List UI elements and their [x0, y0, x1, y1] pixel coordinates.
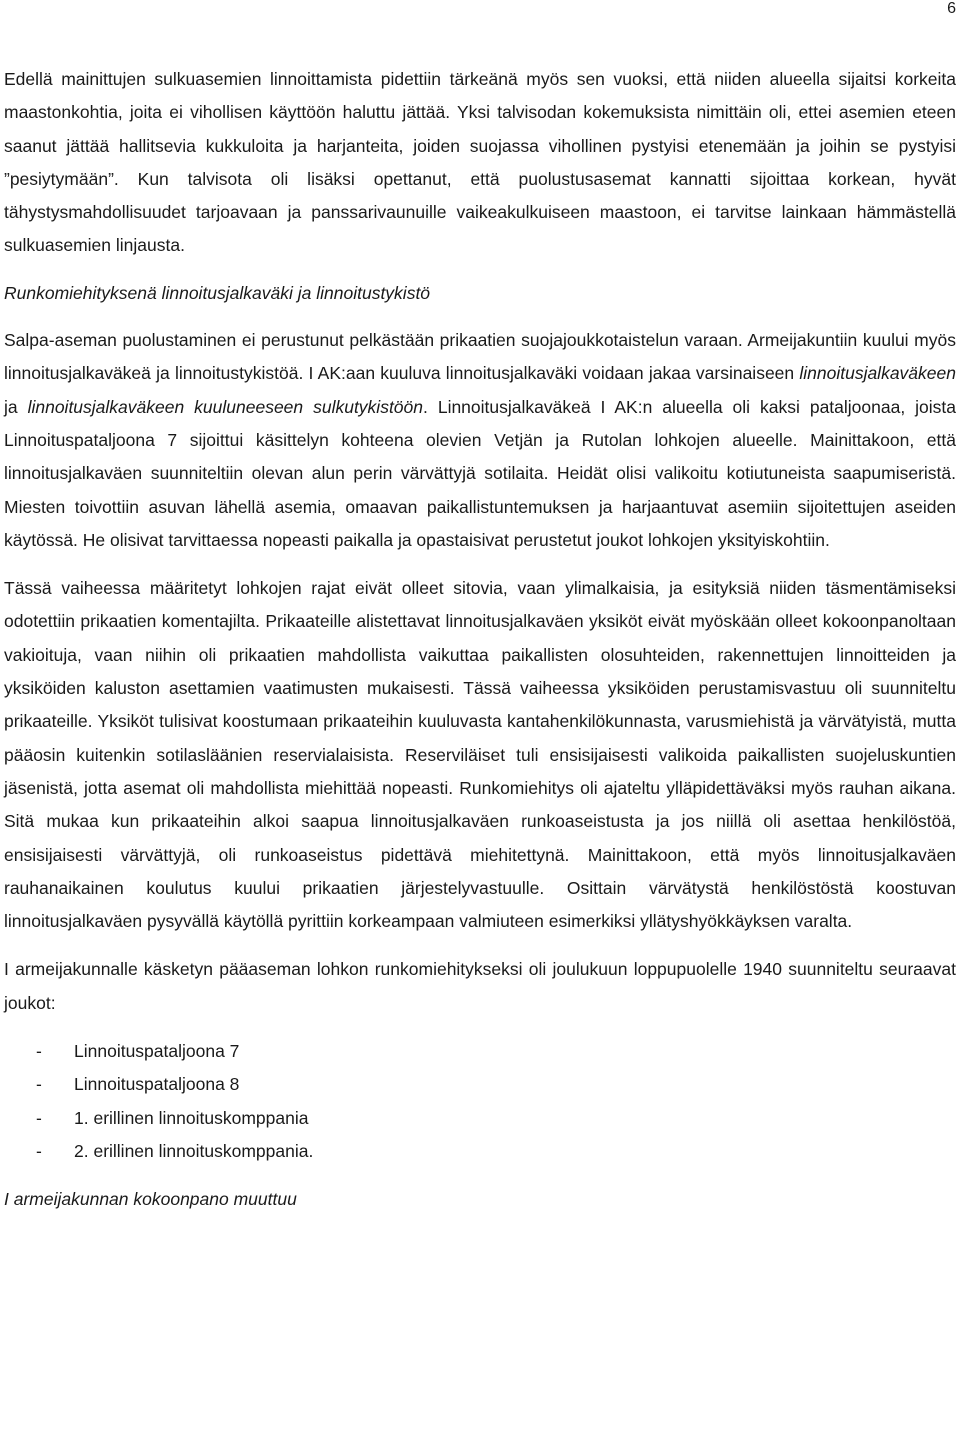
list-item-text: 2. erillinen linnoituskomppania. — [74, 1140, 314, 1161]
list-item — [4, 1102, 956, 1135]
page-number: 6 — [947, 0, 956, 17]
paragraph-1: Edellä mainittujen sulkuasemien linnoittamista pidettiin tärkeänä myös sen vuoksi, että niiden alueella sijaitsi korkeita maastonkohtia, joita ei vihollisen käyttöön haluttu jättää. Yksi talvisodan kokemuksista nimittäin oli, ettei asemien eteen saanut jättää hallitsevia kukkuloita ja harjanteita, joiden suojassa vihollinen pystyisi etenemään ja joihin se pystyisi ”pesiytymään”. Kun talvisota oli lisäksi opettanut, että puolustusasemat kannatti sijoittaa korkean, hyvät tähystysmahdollisuudet tarjoavaan ja panssarivaunuille vaikeakulkuiseen maastoon, ei tarvitse lainkaan hämmästellä sulkuasemien linjausta. — [4, 69, 956, 256]
list-item — [4, 1135, 956, 1168]
paragraph-2-text-a: Salpa-aseman puolustaminen ei perustunut pelkästään prikaatien suojajoukkotaistelun varaan. Armeijakuntiin kuului myös linnoitusjalkaväkeä ja linnoitustykistöä. I AK:aan kuuluva linnoitusjalkaväki voidaan jakaa varsinaiseen — [4, 330, 956, 384]
unit-list — [4, 1035, 956, 1168]
list-dash: - — [36, 1041, 42, 1062]
list-dash: - — [36, 1140, 42, 1161]
list-dash: - — [36, 1074, 42, 1095]
paragraph-2-italic-d: linnoitusjalkaväkeen kuuluneeseen sulkutykistöön — [27, 396, 424, 417]
paragraph-2-text-e: . Linnoitusjalkaväkeä I AK:n alueella oli kaksi pataljoonaa, joista Linnoituspataljoona 7 sijoittui käsittelyn kohteena olevien Vetjän ja Rutolan lohkojen alueelle. Mainittakoon, että linnoitusjalkaväen suunniteltiin olevan alun perin värvättyjä sotilaita. Heidät olisi valikoitu kotiutuneista saapumiseristä. Miesten toivottiin asuvan lähellä asemia, omaavan paikallistuntemuksen ja harjaantuvat asemiin sijoitettujen aseiden käytössä. He olisivat tarvittaessa nopeasti paikalla ja opastaisivat perustetut joukot lohkojen yksityiskohtiin. — [4, 396, 956, 550]
paragraph-3: Tässä vaiheessa määritetyt lohkojen rajat eivät olleet sitovia, vaan ylimalkaisia, ja esityksiä niiden täsmentämiseksi odotettiin prikaatien komentajilta. Prikaateille alistettavat linnoitusjalkaväen yksiköt eivät myöskään olleet kokoonpanoltaan vakioituja, vaan niihin oli prikaatien mahdollista vaikuttaa paikallisten olosuhteiden, rakennettujen linnoitteiden ja yksiköiden kaluston asettamien vaatimusten mukaisesti. Tässä vaiheessa yksiköiden perustamisvastuu oli suunniteltu prikaateille. Yksiköt tulisivat koostumaan prikaateihin kuuluvasta kantahenkilökunnasta, varusmiehistä ja värvätyistä, mutta pääosin kuitenkin sotilasläänien reservialaisista. Reserviläiset tuli ensisijaisesti valikoida paikallisten suojeluskuntien jäsenistä, jotta asemat oli mahdollista miehittää nopeasti. Runkomiehitys oli ajateltu ylläpidettäväksi myös rauhan aikana. Sitä mukaa kun prikaateihin alkoi saapua linnoitusjalkaväen runkoaseistusta ja jos niillä oli asettaa henkilöstöä, ensisijaisesti värvättyjä, oli runkoaseistus pidettävä miehitettynä. Mainittakoon, että myös linnoitusjalkaväen rauhanaikainen koulutus kuului prikaatien järjestelyvastuulle. Osittain värvätystä henkilöstöstä koostuvan linnoitusjalkaväen pysyvällä käytöllä pyrittiin korkeampaan valmiuteen esimerkiksi yllätyshyökkäyksen varalta. — [4, 578, 956, 932]
list-item — [4, 1035, 956, 1068]
section-heading-runkomiehitys: Runkomiehityksenä linnoitusjalkaväki ja linnoitustykistö — [4, 282, 431, 303]
section-heading-kokoonpano: I armeijakunnan kokoonpano muuttuu — [4, 1189, 297, 1210]
list-item-text: 1. erillinen linnoituskomppania — [74, 1107, 309, 1128]
paragraph-2-text-c: ja — [4, 396, 28, 417]
document-body — [4, 63, 956, 1217]
list-item-text: Linnoituspataljoona 8 — [74, 1074, 240, 1095]
paragraph-4: I armeijakunnalle käsketyn pääaseman lohkon runkomiehitykseksi oli joulukuun loppupuolelle 1940 suunniteltu seuraavat joukot: — [4, 959, 956, 1013]
list-item — [4, 1068, 956, 1101]
paragraph-2-italic-b: linnoitusjalkaväkeen — [799, 363, 956, 384]
list-item-text: Linnoituspataljoona 7 — [74, 1041, 240, 1062]
list-dash: - — [36, 1107, 42, 1128]
paragraph-2 — [4, 324, 956, 557]
